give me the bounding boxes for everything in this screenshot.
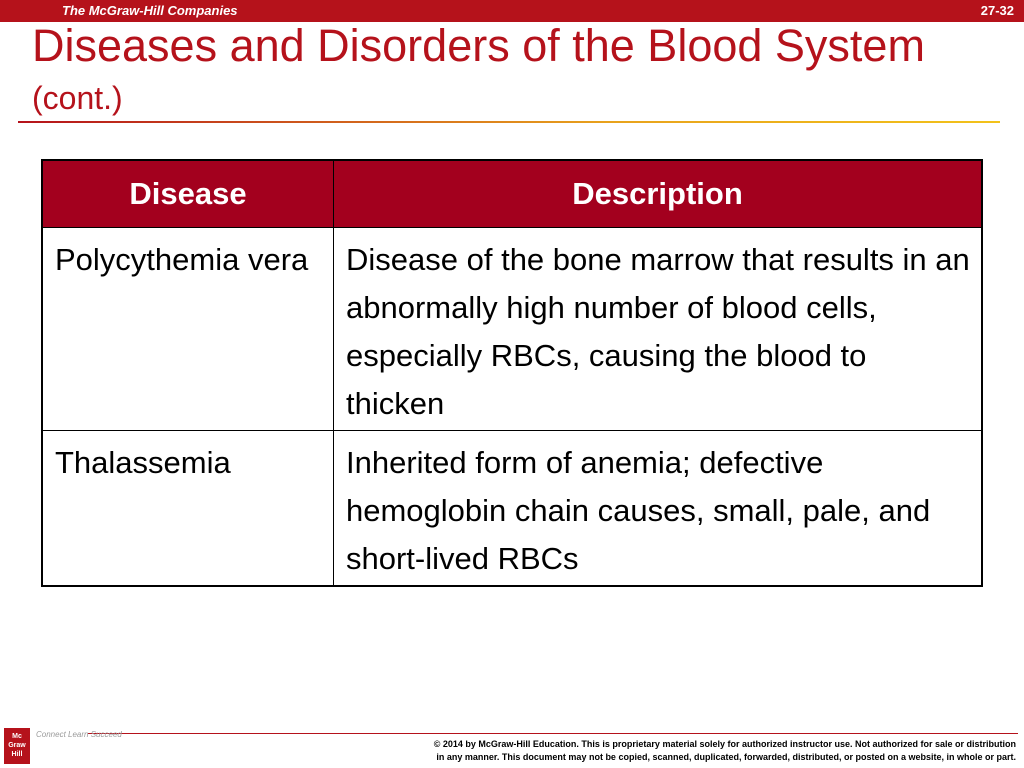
slide-number: 27-32 bbox=[980, 3, 1014, 18]
description-cell: Inherited form of anemia; defective hemoglobin chain causes, small, pale, and short-lived RBCs bbox=[334, 431, 983, 587]
disease-table bbox=[41, 159, 983, 587]
header-description: Description bbox=[334, 160, 983, 228]
logo-tagline: Connect Learn Succeed bbox=[36, 730, 122, 739]
copyright-line-1: © 2014 by McGraw-Hill Education. This is proprietary material solely for authorized instructor use. Not authorized for sale or distribution bbox=[433, 739, 1016, 749]
header-disease: Disease bbox=[42, 160, 334, 228]
mcgraw-hill-logo: Mc Graw Hill bbox=[4, 728, 30, 764]
slide-title-main: Diseases and Disorders of the Blood System bbox=[32, 20, 925, 71]
description-cell: Disease of the bone marrow that results in an abnormally high number of blood cells, especially RBCs, causing the blood to thicken bbox=[334, 228, 983, 431]
disease-cell: Polycythemia vera bbox=[42, 228, 334, 431]
title-divider bbox=[18, 121, 1000, 123]
header-bar bbox=[0, 0, 1024, 22]
copyright-line-2: in any manner. This document may not be copied, scanned, duplicated, forwarded, distributed, or posted on a website, in whole or part. bbox=[436, 752, 1016, 762]
table-header-row bbox=[42, 160, 982, 228]
footer-divider bbox=[88, 733, 1018, 734]
table-row bbox=[42, 228, 982, 431]
slide-title bbox=[32, 22, 932, 122]
disease-cell: Thalassemia bbox=[42, 431, 334, 587]
table-row bbox=[42, 431, 982, 587]
brand-name: The McGraw-Hill Companies bbox=[62, 3, 238, 18]
copyright-notice bbox=[300, 738, 1016, 764]
slide-title-sub: (cont.) bbox=[32, 80, 123, 116]
